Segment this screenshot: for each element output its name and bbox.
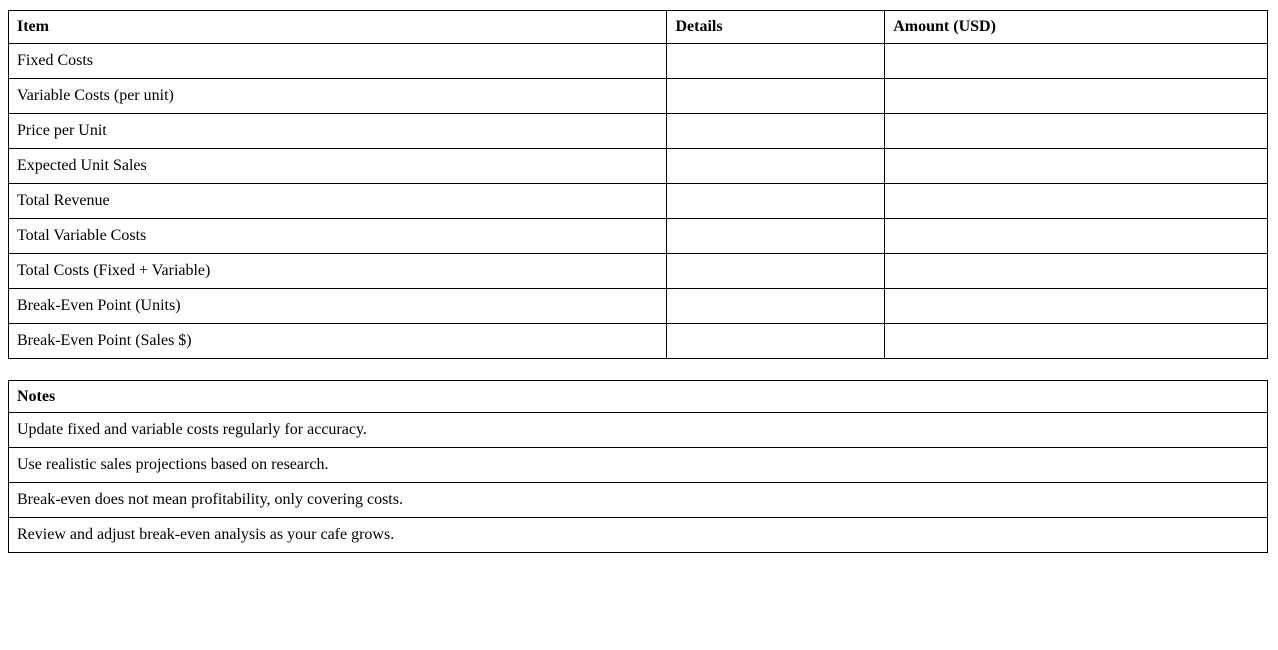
details-cell	[667, 324, 885, 359]
amount-cell	[885, 219, 1268, 254]
table-row	[9, 44, 1268, 79]
note-text: Review and adjust break-even analysis as your cafe grows.	[9, 518, 1268, 553]
table-row	[9, 324, 1268, 359]
item-label: Variable Costs (per unit)	[9, 79, 667, 114]
breakeven-analysis-table	[8, 10, 1268, 359]
table-row	[9, 254, 1268, 289]
item-label: Total Costs (Fixed + Variable)	[9, 254, 667, 289]
column-header-amount: Amount (USD)	[885, 11, 1268, 44]
details-cell	[667, 254, 885, 289]
notes-table	[8, 380, 1268, 553]
note-row	[9, 413, 1268, 448]
amount-cell	[885, 324, 1268, 359]
amount-cell	[885, 289, 1268, 324]
item-label: Expected Unit Sales	[9, 149, 667, 184]
table-row	[9, 184, 1268, 219]
details-cell	[667, 114, 885, 149]
table-row	[9, 114, 1268, 149]
details-cell	[667, 149, 885, 184]
item-label: Total Variable Costs	[9, 219, 667, 254]
notes-header: Notes	[9, 381, 1268, 413]
details-cell	[667, 219, 885, 254]
details-cell	[667, 44, 885, 79]
note-row	[9, 483, 1268, 518]
amount-cell	[885, 114, 1268, 149]
details-cell	[667, 289, 885, 324]
note-row	[9, 448, 1268, 483]
note-text: Update fixed and variable costs regularly for accuracy.	[9, 413, 1268, 448]
column-header-details: Details	[667, 11, 885, 44]
table-row	[9, 149, 1268, 184]
amount-cell	[885, 44, 1268, 79]
amount-cell	[885, 149, 1268, 184]
note-text: Break-even does not mean profitability, only covering costs.	[9, 483, 1268, 518]
table-row	[9, 219, 1268, 254]
table-row	[9, 289, 1268, 324]
notes-header-row	[9, 381, 1268, 413]
column-header-item: Item	[9, 11, 667, 44]
amount-cell	[885, 184, 1268, 219]
amount-cell	[885, 79, 1268, 114]
item-label: Break-Even Point (Sales $)	[9, 324, 667, 359]
amount-cell	[885, 254, 1268, 289]
item-label: Break-Even Point (Units)	[9, 289, 667, 324]
table-row	[9, 79, 1268, 114]
item-label: Total Revenue	[9, 184, 667, 219]
table-header-row	[9, 11, 1268, 44]
details-cell	[667, 184, 885, 219]
note-row	[9, 518, 1268, 553]
note-text: Use realistic sales projections based on research.	[9, 448, 1268, 483]
details-cell	[667, 79, 885, 114]
item-label: Price per Unit	[9, 114, 667, 149]
item-label: Fixed Costs	[9, 44, 667, 79]
